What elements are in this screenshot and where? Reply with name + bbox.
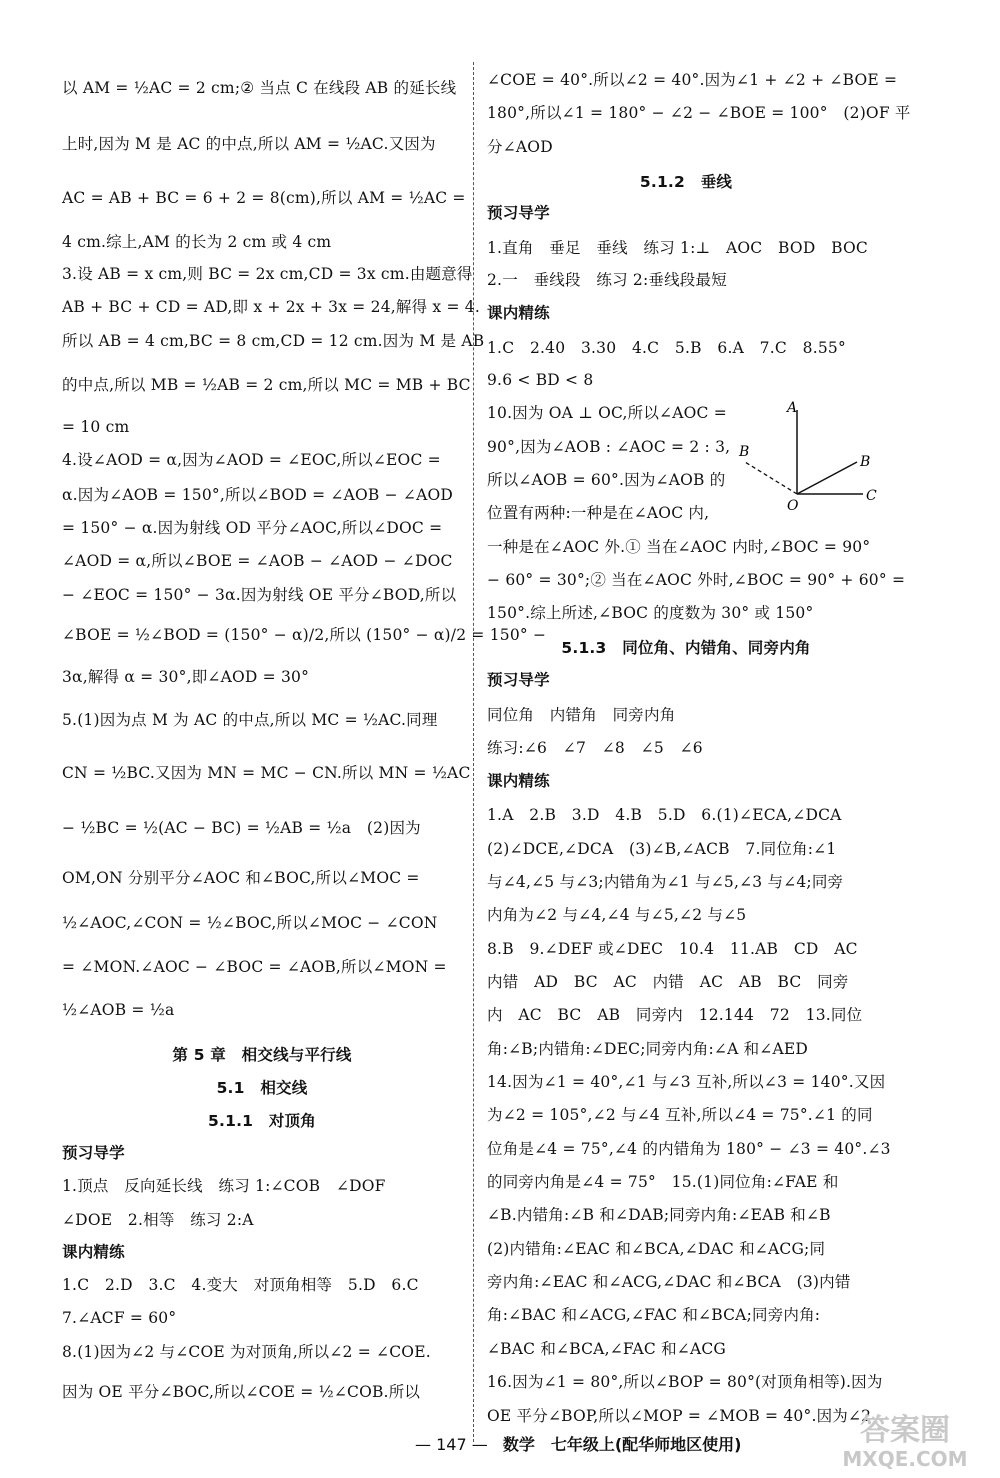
text-line: 以 AM = ½AC = 2 cm;② 当点 C 在线段 AB 的延长线 <box>62 79 457 97</box>
subsection-heading: 课内精练 <box>62 1243 125 1261</box>
angle-figure <box>735 400 885 515</box>
text-line: = 150° − α.因为射线 OD 平分∠AOC,所以∠DOC = <box>62 519 443 537</box>
text-line: 所以∠AOB = 60°.因为∠AOB 的 <box>487 471 726 489</box>
subsection-heading: 课内精练 <box>487 772 550 790</box>
label-a: A <box>787 400 798 416</box>
page-number: — 147 — <box>415 1435 488 1454</box>
subsection-heading: 预习导学 <box>487 671 550 689</box>
label-b-left: B <box>739 444 750 460</box>
text-line: 3α,解得 α = 30°,即∠AOD = 30° <box>62 668 310 686</box>
text-line: 练习:∠6 ∠7 ∠8 ∠5 ∠6 <box>487 739 703 757</box>
text-line: ½∠AOB = ½a <box>62 1001 175 1019</box>
text-line: 的同旁内角是∠4 = 75° 15.(1)同位角:∠FAE 和 <box>487 1173 839 1191</box>
label-b-right: B <box>860 454 871 470</box>
text-line: 16.因为∠1 = 80°,所以∠BOP = 80°(对顶角相等).因为 <box>487 1373 883 1391</box>
section-heading: 第 5 章 相交线与平行线 <box>172 1046 352 1064</box>
text-line: 1.直角 垂足 垂线 练习 1:⊥ AOC BOD BOC <box>487 239 868 257</box>
subsection-heading: 预习导学 <box>487 204 550 222</box>
text-line: ∠DOE 2.相等 练习 2:A <box>62 1211 254 1229</box>
text-line: 分∠AOD <box>487 138 553 156</box>
text-line: 的中点,所以 MB = ½AB = 2 cm,所以 MC = MB + BC <box>62 376 471 394</box>
text-line: (2)∠DCE,∠DCA (3)∠B,∠ACB 7.同位角:∠1 <box>487 840 837 858</box>
text-line: = ∠MON.∠AOC − ∠BOC = ∠AOB,所以∠MON = <box>62 958 447 976</box>
text-line: − ∠EOC = 150° − 3α.因为射线 OE 平分∠BOD,所以 <box>62 586 457 604</box>
text-line: 内角为∠2 与∠4,∠4 与∠5,∠2 与∠5 <box>487 906 747 924</box>
text-line: 所以 AB = 4 cm,BC = 8 cm,CD = 12 cm.因为 M 是 AB <box>62 332 485 350</box>
text-line: 2.一 垂线段 练习 2:垂线段最短 <box>487 271 727 289</box>
text-line: 角:∠BAC 和∠ACG,∠FAC 和∠BCA;同旁内角: <box>487 1306 821 1324</box>
text-line: α.因为∠AOB = 150°,所以∠BOD = ∠AOB − ∠AOD <box>62 486 454 504</box>
text-line: 与∠4,∠5 与∠3;内错角为∠1 与∠5,∠3 与∠4;同旁 <box>487 873 844 891</box>
text-line: 14.因为∠1 = 40°,∠1 与∠3 互补,所以∠3 = 140°.又因 <box>487 1073 886 1091</box>
text-line: 3.设 AB = x cm,则 BC = 2x cm,CD = 3x cm.由题意得 <box>62 265 473 283</box>
text-line: 位置有两种:一种是在∠AOC 内, <box>487 504 710 522</box>
text-line: 7.∠ACF = 60° <box>62 1309 177 1327</box>
text-line: 1.C 2.40 3.30 4.C 5.B 6.A 7.C 8.55° <box>487 339 846 357</box>
text-line: 为∠2 = 105°,∠2 与∠4 互补,所以∠4 = 75°.∠1 的同 <box>487 1106 873 1124</box>
text-line: − 60° = 30°;② 当在∠AOC 外时,∠BOC = 90° + 60° = <box>487 571 906 589</box>
text-line: AB + BC + CD = AD,即 x + 2x + 3x = 24,解得 x = 4. <box>62 298 480 316</box>
text-line: 180°,所以∠1 = 180° − ∠2 − ∠BOE = 100° (2)OF 平 <box>487 104 911 122</box>
text-line: 4 cm.综上,AM 的长为 2 cm 或 4 cm <box>62 233 332 251</box>
watermark-url: MXQE.COM <box>842 1447 968 1471</box>
text-line: 上时,因为 M 是 AC 的中点,所以 AM = ½AC.又因为 <box>62 135 436 153</box>
column-divider <box>473 62 474 1442</box>
text-line: 角:∠B;内错角:∠DEC;同旁内角:∠A 和∠AED <box>487 1040 809 1058</box>
section-heading: 5.1 相交线 <box>216 1079 308 1097</box>
footer-subject: 数学 七年级上(配华师地区使用) <box>502 1435 742 1454</box>
text-line: 1.C 2.D 3.C 4.变大 对顶角相等 5.D 6.C <box>62 1276 419 1294</box>
ray-ob-outside <box>745 462 797 494</box>
text-line: 内错 AD BC AC 内错 AC AB BC 同旁 <box>487 973 849 991</box>
text-line: 150°.综上所述,∠BOC 的度数为 30° 或 150° <box>487 604 814 622</box>
text-line: ∠BAC 和∠BCA,∠FAC 和∠ACG <box>487 1340 727 1358</box>
text-line: 1.顶点 反向延长线 练习 1:∠COB ∠DOF <box>62 1177 386 1195</box>
label-o: O <box>787 498 799 514</box>
text-line: 5.(1)因为点 M 为 AC 的中点,所以 MC = ½AC.同理 <box>62 711 438 729</box>
subsection-heading: 预习导学 <box>62 1144 125 1162</box>
text-line: 因为 OE 平分∠BOC,所以∠COE = ½∠COB.所以 <box>62 1383 421 1401</box>
section-heading: 5.1.2 垂线 <box>639 173 733 191</box>
text-line: 8.(1)因为∠2 与∠COE 为对顶角,所以∠2 = ∠COE. <box>62 1343 431 1361</box>
section-heading: 5.1.3 同位角、内错角、同旁内角 <box>561 639 811 657</box>
text-line: OM,ON 分别平分∠AOC 和∠BOC,所以∠MOC = <box>62 869 420 887</box>
ray-ob-inside <box>797 462 857 494</box>
text-line: 90°,因为∠AOB : ∠AOC = 2 : 3, <box>487 438 731 456</box>
text-line: 1.A 2.B 3.D 4.B 5.D 6.(1)∠ECA,∠DCA <box>487 806 842 824</box>
section-heading: 5.1.1 对顶角 <box>208 1112 316 1130</box>
subsection-heading: 课内精练 <box>487 304 550 322</box>
text-line: 旁内角:∠EAC 和∠ACG,∠DAC 和∠BCA (3)内错 <box>487 1273 851 1291</box>
text-line: 内 AC BC AB 同旁内 12.144 72 13.同位 <box>487 1006 863 1024</box>
label-c: C <box>866 488 877 504</box>
text-line: OE 平分∠BOP,所以∠MOP = ∠MOB = 40°.因为∠2 <box>487 1407 872 1425</box>
text-line: ∠B.内错角:∠B 和∠DAB;同旁内角:∠EAB 和∠B <box>487 1206 831 1224</box>
text-line: 8.B 9.∠DEF 或∠DEC 10.4 11.AB CD AC <box>487 940 858 958</box>
text-line: ∠BOE = ½∠BOD = (150° − α)/2,所以 (150° − α)/2 = 150° − <box>62 626 547 644</box>
text-line: 9.6 < BD < 8 <box>487 371 594 389</box>
text-line: 同位角 内错角 同旁内角 <box>487 706 676 724</box>
text-line: ½∠AOC,∠CON = ½∠BOC,所以∠MOC − ∠CON <box>62 914 438 932</box>
text-line: CN = ½BC.又因为 MN = MC − CN.所以 MN = ½AC <box>62 764 471 782</box>
text-line: − ½BC = ½(AC − BC) = ½AB = ½a (2)因为 <box>62 819 421 837</box>
page-footer <box>415 1432 741 1455</box>
text-line: 4.设∠AOD = α,因为∠AOD = ∠EOC,所以∠EOC = <box>62 451 441 469</box>
text-line: 位角是∠4 = 75°,∠4 的内错角为 180° − ∠3 = 40°.∠3 <box>487 1140 891 1158</box>
text-line: ∠AOD = α,所以∠BOE = ∠AOB − ∠AOD − ∠DOC <box>62 552 453 570</box>
text-line: ∠COE = 40°.所以∠2 = 40°.因为∠1 + ∠2 + ∠BOE = <box>487 71 898 89</box>
text-line: 10.因为 OA ⊥ OC,所以∠AOC = <box>487 404 727 422</box>
text-line: 一种是在∠AOC 外.① 当在∠AOC 内时,∠BOC = 90° <box>487 538 871 556</box>
watermark-title: 答案圈 <box>860 1413 950 1448</box>
text-line: = 10 cm <box>62 418 130 436</box>
text-line: AC = AB + BC = 6 + 2 = 8(cm),所以 AM = ½AC = <box>62 189 466 207</box>
watermark-logo <box>820 1406 990 1472</box>
text-line: (2)内错角:∠EAC 和∠BCA,∠DAC 和∠ACG;同 <box>487 1240 826 1258</box>
